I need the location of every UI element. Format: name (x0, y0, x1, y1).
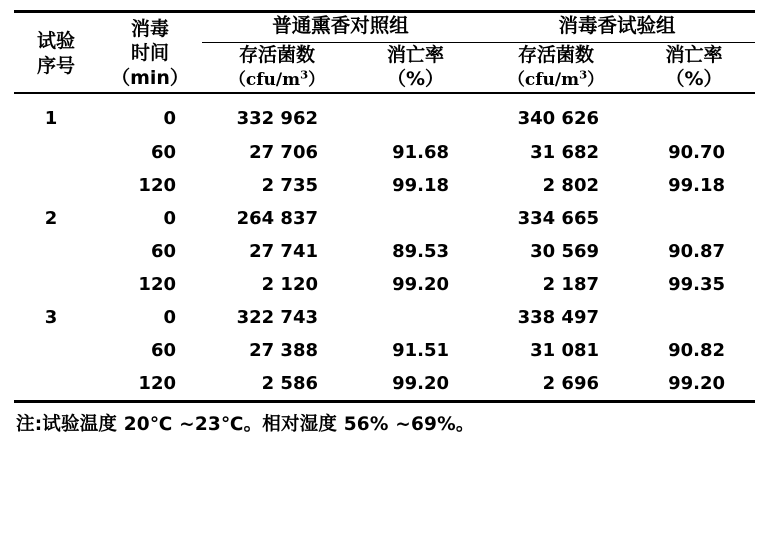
cell-test-count: 2 187 (542, 274, 600, 296)
table-body (14, 93, 755, 400)
header-control-count-label: 存活菌数 (238, 43, 315, 66)
cell-test-rate: 99.18 (668, 175, 726, 197)
cell-test-rate: 90.70 (668, 142, 726, 164)
header-test-count-unit-a: （cfu/m (507, 70, 580, 91)
cell-sequence (14, 169, 98, 202)
cell-sequence: 3 (44, 307, 58, 329)
cell-control-count: 2 735 (261, 175, 318, 197)
header-row-groups (14, 12, 755, 43)
cell-control-count: 27 706 (249, 142, 318, 164)
header-group-control: 普通熏香对照组 (202, 12, 479, 43)
cell-control-count: 2 586 (261, 373, 318, 395)
cell-sequence: 1 (44, 107, 58, 129)
header-time-line2: 时间 (130, 42, 169, 65)
header-test-count-unit-b: ） (587, 70, 605, 91)
header-control-count (202, 42, 352, 93)
cell-control-count: 27 388 (249, 340, 318, 362)
table-row (14, 93, 755, 136)
table-row (14, 136, 755, 169)
cell-test-count: 2 802 (542, 175, 600, 197)
table-row (14, 268, 755, 301)
cell-test-rate (633, 202, 755, 235)
cell-control-rate (352, 202, 479, 235)
cell-control-rate: 99.18 (392, 175, 450, 197)
cell-test-rate (633, 93, 755, 136)
table-row (14, 169, 755, 202)
cell-sequence (14, 136, 98, 169)
header-group-test: 消毒香试验组 (479, 12, 755, 43)
table-header (14, 12, 755, 94)
cell-test-rate: 99.20 (668, 373, 726, 395)
cell-test-rate: 99.35 (668, 274, 726, 296)
cell-control-rate: 99.20 (392, 274, 450, 296)
table-row (14, 367, 755, 400)
table-row (14, 334, 755, 367)
cell-control-count: 27 741 (249, 241, 318, 263)
header-control-count-exp: 3 (300, 67, 309, 82)
header-test-count-exp: 3 (579, 67, 588, 82)
cell-test-count: 334 665 (517, 208, 600, 230)
header-test-rate (633, 42, 755, 93)
cell-control-count: 332 962 (236, 107, 318, 129)
cell-time: 120 (138, 373, 176, 395)
cell-time: 60 (150, 142, 176, 164)
header-test-count-unit (479, 67, 633, 92)
header-sequence (14, 12, 98, 94)
header-test-count-label: 存活菌数 (518, 43, 595, 66)
cell-time: 120 (138, 175, 176, 197)
cell-sequence: 2 (44, 208, 58, 230)
cell-time: 0 (163, 307, 176, 329)
header-control-count-unit (202, 67, 352, 92)
cell-time: 0 (163, 107, 176, 129)
header-time (98, 12, 202, 94)
table-bottom-rule (14, 400, 755, 403)
cell-test-count: 31 682 (530, 142, 600, 164)
cell-time: 60 (150, 340, 176, 362)
cell-sequence (14, 334, 98, 367)
cell-time: 0 (163, 208, 176, 230)
experiment-results-table (14, 10, 755, 400)
header-control-rate-label: 消亡率 (387, 43, 445, 66)
cell-time: 60 (150, 241, 176, 263)
cell-control-count: 264 837 (236, 208, 318, 230)
header-test-count (479, 42, 633, 93)
header-time-unit: （min） (111, 66, 189, 89)
cell-test-count: 338 497 (517, 307, 600, 329)
cell-control-rate (352, 93, 479, 136)
header-sequence-line1: 试验 (36, 29, 75, 52)
cell-sequence (14, 235, 98, 268)
table-note: 注:试验温度 20℃ ~23℃。相对湿度 56% ~69%。 (16, 414, 475, 436)
cell-control-rate: 89.53 (392, 241, 450, 263)
header-test-rate-unit: （%） (665, 68, 723, 91)
header-test-rate-label: 消亡率 (665, 43, 723, 66)
cell-control-count: 322 743 (236, 307, 318, 329)
header-control-count-unit-a: （cfu/m (228, 70, 301, 91)
cell-control-rate (352, 301, 479, 334)
cell-control-rate: 91.68 (392, 142, 450, 164)
header-control-rate (352, 42, 479, 93)
cell-test-count: 340 626 (517, 107, 600, 129)
cell-time: 120 (138, 274, 176, 296)
cell-test-rate: 90.87 (668, 241, 726, 263)
table-row (14, 301, 755, 334)
cell-control-rate: 91.51 (392, 340, 450, 362)
cell-test-count: 2 696 (542, 373, 600, 395)
header-control-rate-unit: （%） (386, 68, 445, 91)
cell-sequence (14, 367, 98, 400)
header-sequence-line2: 序号 (36, 54, 75, 77)
cell-test-rate: 90.82 (668, 340, 726, 362)
cell-test-rate (633, 301, 755, 334)
cell-control-count: 2 120 (261, 274, 318, 296)
cell-test-count: 31 081 (530, 340, 600, 362)
cell-sequence (14, 268, 98, 301)
header-time-line1: 消毒 (130, 17, 169, 40)
table-row (14, 235, 755, 268)
cell-test-count: 30 569 (530, 241, 600, 263)
table-row (14, 202, 755, 235)
header-control-count-unit-b: ） (308, 70, 326, 91)
cell-control-rate: 99.20 (392, 373, 450, 395)
